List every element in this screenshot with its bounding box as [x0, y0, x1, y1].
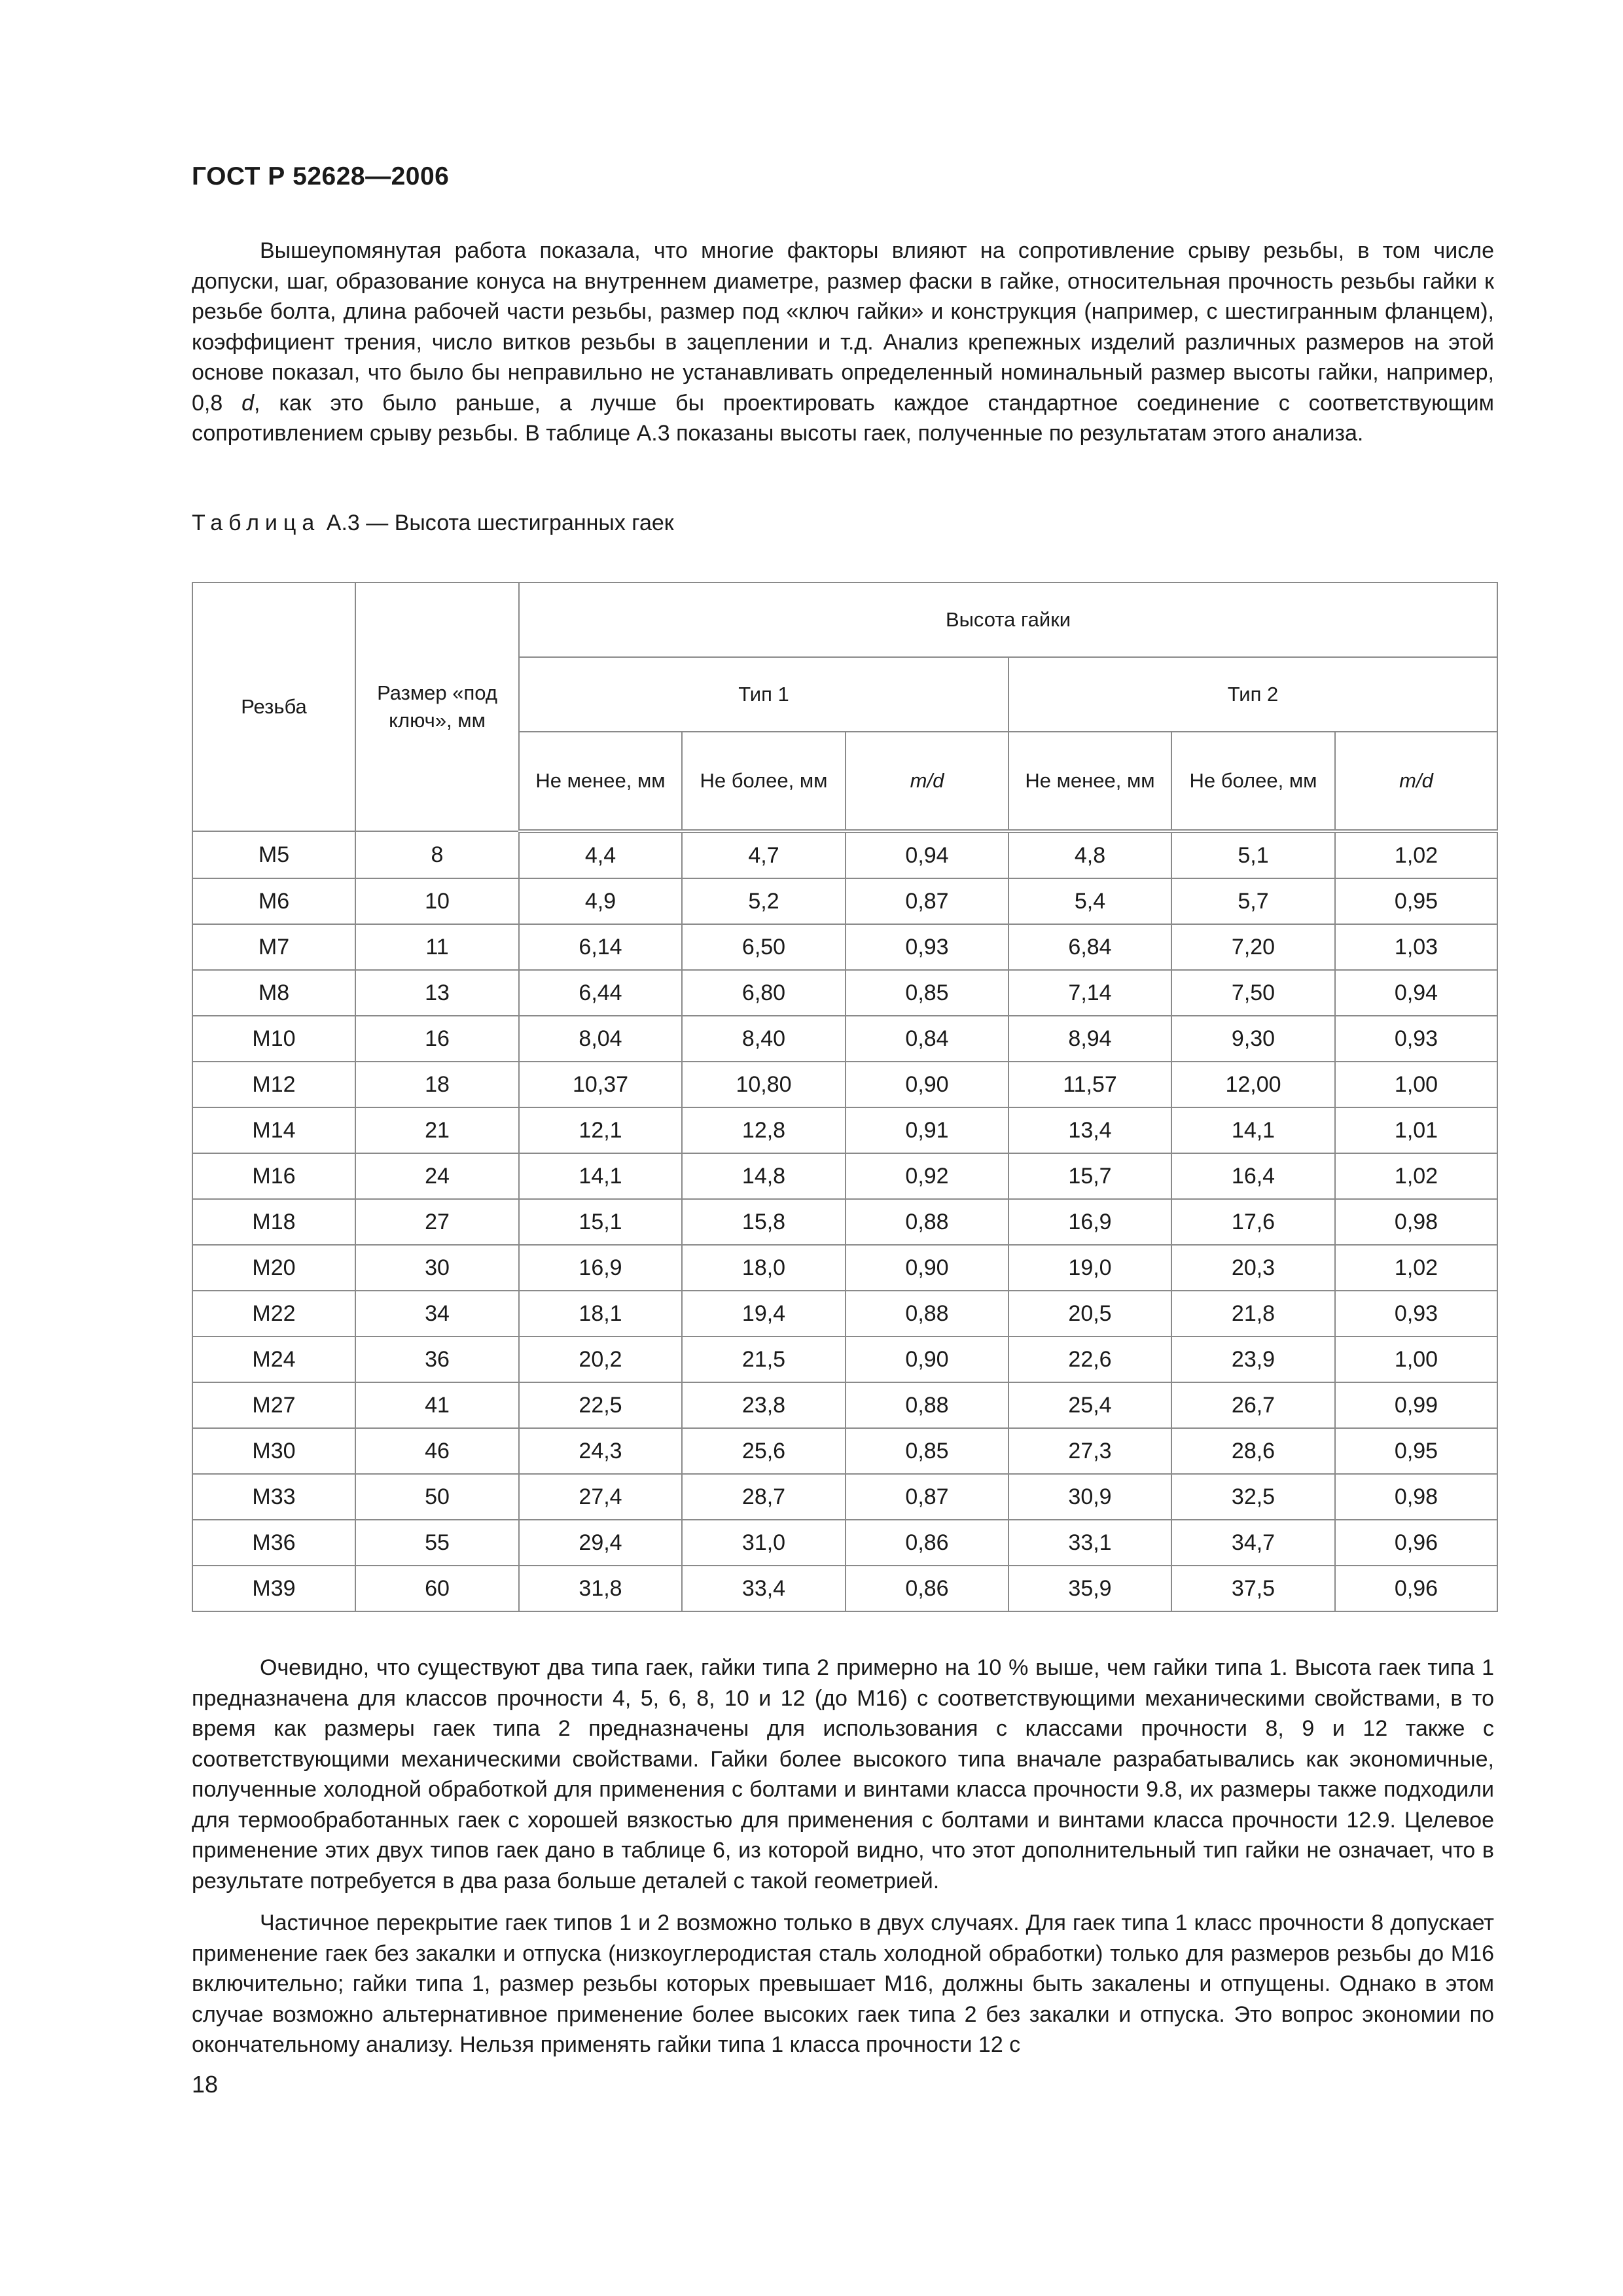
table-row	[192, 831, 1497, 878]
table-cell: М8	[192, 970, 355, 1016]
table-cell: 7,50	[1171, 970, 1335, 1016]
nut-height-table	[192, 582, 1498, 1612]
paragraph-overlap: Частичное перекрытие гаек типов 1 и 2 возможно только в двух случаях. Для гаек типа 1 класс прочности 8 допускает применение гаек без закалки и отпуска (низкоуглеродистая сталь холодной обработки) только для размеров резьбы до М16 включительно; гайки типа 1, размер резьбы которых превышает М16, должны быть закалены и отпущены. Однако в этом случае возможно альтернативное применение более высоких гаек типа 2 без закалки и отпуска. Это вопрос экономии по окончательному анализу. Нельзя применять гайки типа 1 класса прочности 12 с	[192, 1910, 1494, 2057]
table-cell: 0,87	[846, 878, 1008, 924]
table-cell: 11	[355, 924, 519, 970]
table-cell: 27,4	[519, 1474, 682, 1520]
page-number: 18	[192, 2071, 219, 2098]
table-cell: 35,9	[1008, 1566, 1171, 1611]
table-cell: 4,7	[682, 831, 846, 878]
table-cell: 1,00	[1335, 1336, 1497, 1382]
header-type1-min: Не менее, мм	[519, 732, 682, 831]
header-nut-height: Высота гайки	[519, 583, 1497, 657]
table-cell: 41	[355, 1382, 519, 1428]
table-cell: 25,6	[682, 1428, 846, 1474]
table-cell: 0,91	[846, 1107, 1008, 1153]
table-cell: 31,8	[519, 1566, 682, 1611]
table-cell: 34	[355, 1291, 519, 1336]
table-cell: 28,6	[1171, 1428, 1335, 1474]
paragraph-intro: Вышеупомянутая работа показала, что многие факторы влияют на сопротивление срыву резьбы, в том числе допуски, шаг, образование конуса на внутреннем диаметре, размер фаски в гайке, относительная прочность резьбы гайки к резьбе болта, длина рабочей части резьбы, размер под «ключ гайки» и конструкция (например, с шестигранным фланцем), коэффициент трения, число витков резьбы в зацеплении и т.д. Анализ крепежных изделий различных размеров на этой основе показал, что было бы неправильно не устанавливать определенный номинальный размер высоты гайки, например, 0,8 d, как это было раньше, а лучше бы проектировать каждое стандартное соединение с соответствующим сопротивлением срыву резьбы. В таблице А.3 показаны высоты гаек, полученные по результатам этого анализа.	[192, 238, 1494, 446]
table-row	[192, 1566, 1497, 1611]
table-cell: 1,02	[1335, 831, 1497, 878]
table-cell: 0,90	[846, 1336, 1008, 1382]
table-cell: 0,88	[846, 1291, 1008, 1336]
table-cell: 14,1	[519, 1153, 682, 1199]
table-row	[192, 1153, 1497, 1199]
table-cell: 0,94	[1335, 970, 1497, 1016]
table-cell: 20,3	[1171, 1245, 1335, 1291]
table-cell: 1,03	[1335, 924, 1497, 970]
table-cell: 1,01	[1335, 1107, 1497, 1153]
table-cell: 17,6	[1171, 1199, 1335, 1245]
header-type2-min: Не менее, мм	[1008, 732, 1171, 831]
table-cell: 7,20	[1171, 924, 1335, 970]
table-cell: 20,5	[1008, 1291, 1171, 1336]
table-cell: 5,2	[682, 878, 846, 924]
table-cell: М24	[192, 1336, 355, 1382]
table-row	[192, 1199, 1497, 1245]
table-cell: 0,88	[846, 1382, 1008, 1428]
table-cell: 7,14	[1008, 970, 1171, 1016]
table-cell: 8,40	[682, 1016, 846, 1062]
table-cell: М27	[192, 1382, 355, 1428]
table-row	[192, 1336, 1497, 1382]
table-cell: 32,5	[1171, 1474, 1335, 1520]
table-cell: 4,9	[519, 878, 682, 924]
table-cell: 15,7	[1008, 1153, 1171, 1199]
table-cell: 0,96	[1335, 1520, 1497, 1566]
table-cell: 15,1	[519, 1199, 682, 1245]
table-cell: 0,86	[846, 1520, 1008, 1566]
table-cell: М36	[192, 1520, 355, 1566]
header-type2: Тип 2	[1008, 657, 1497, 732]
header-type1-md: m/d	[846, 732, 1008, 831]
table-cell: 1,02	[1335, 1153, 1497, 1199]
table-cell: 18,0	[682, 1245, 846, 1291]
table-cell: 15,8	[682, 1199, 846, 1245]
table-cell: 18,1	[519, 1291, 682, 1336]
table-cell: М20	[192, 1245, 355, 1291]
table-cell: 55	[355, 1520, 519, 1566]
header-type1: Тип 1	[519, 657, 1008, 732]
table-cell: 0,86	[846, 1566, 1008, 1611]
table-cell: 0,85	[846, 970, 1008, 1016]
table-cell: 22,6	[1008, 1336, 1171, 1382]
table-cell: М5	[192, 831, 355, 878]
table-row	[192, 924, 1497, 970]
table-cell: М33	[192, 1474, 355, 1520]
table-row	[192, 970, 1497, 1016]
standard-header: ГОСТ Р 52628—2006	[192, 162, 450, 190]
table-row	[192, 1428, 1497, 1474]
table-cell: 21,8	[1171, 1291, 1335, 1336]
table-cell: М30	[192, 1428, 355, 1474]
table-row	[192, 878, 1497, 924]
table-cell: 0,85	[846, 1428, 1008, 1474]
header-type2-md: m/d	[1335, 732, 1497, 831]
table-caption	[192, 511, 674, 536]
table-cell: 24	[355, 1153, 519, 1199]
table-cell: 0,98	[1335, 1474, 1497, 1520]
header-type1-max: Не более, мм	[682, 732, 846, 831]
header-key-size: Размер «под ключ», мм	[355, 583, 519, 831]
table-cell: М12	[192, 1062, 355, 1107]
table-cell: 10,80	[682, 1062, 846, 1107]
table-row	[192, 1245, 1497, 1291]
table-row	[192, 1520, 1497, 1566]
table-row	[192, 1291, 1497, 1336]
table-cell: 0,96	[1335, 1566, 1497, 1611]
table-cell: 0,99	[1335, 1382, 1497, 1428]
table-cell: 24,3	[519, 1428, 682, 1474]
table-cell: 13,4	[1008, 1107, 1171, 1153]
table-cell: 34,7	[1171, 1520, 1335, 1566]
table-cell: 6,44	[519, 970, 682, 1016]
table-cell: 5,7	[1171, 878, 1335, 924]
table-cell: 8,04	[519, 1016, 682, 1062]
table-cell: 23,8	[682, 1382, 846, 1428]
table-cell: 8,94	[1008, 1016, 1171, 1062]
table-cell: 5,4	[1008, 878, 1171, 924]
table-cell: 13	[355, 970, 519, 1016]
table-cell: 30	[355, 1245, 519, 1291]
header-type2-max: Не более, мм	[1171, 732, 1335, 831]
table-cell: 4,8	[1008, 831, 1171, 878]
table-cell: 8	[355, 831, 519, 878]
table-cell: М10	[192, 1016, 355, 1062]
table-cell: 0,84	[846, 1016, 1008, 1062]
table-cell: М7	[192, 924, 355, 970]
table-cell: М6	[192, 878, 355, 924]
table-cell: 0,92	[846, 1153, 1008, 1199]
table-cell: 26,7	[1171, 1382, 1335, 1428]
table-cell: 21,5	[682, 1336, 846, 1382]
table-cell: 0,98	[1335, 1199, 1497, 1245]
table-cell: 0,88	[846, 1199, 1008, 1245]
table-cell: 16	[355, 1016, 519, 1062]
table-cell: 25,4	[1008, 1382, 1171, 1428]
table-cell: 16,9	[519, 1245, 682, 1291]
table-row	[192, 1107, 1497, 1153]
table-cell: 10,37	[519, 1062, 682, 1107]
table-cell: 50	[355, 1474, 519, 1520]
table-cell: 46	[355, 1428, 519, 1474]
table-cell: 21	[355, 1107, 519, 1153]
table-cell: 6,80	[682, 970, 846, 1016]
table-cell: 0,93	[1335, 1016, 1497, 1062]
table-cell: 37,5	[1171, 1566, 1335, 1611]
table-cell: 28,7	[682, 1474, 846, 1520]
table-cell: 23,9	[1171, 1336, 1335, 1382]
table-cell: 12,8	[682, 1107, 846, 1153]
table-row	[192, 1382, 1497, 1428]
table-cell: 1,02	[1335, 1245, 1497, 1291]
table-cell: 20,2	[519, 1336, 682, 1382]
table-cell: 4,4	[519, 831, 682, 878]
table-cell: М14	[192, 1107, 355, 1153]
table-cell: 5,1	[1171, 831, 1335, 878]
table-cell: 30,9	[1008, 1474, 1171, 1520]
table-cell: 16,9	[1008, 1199, 1171, 1245]
table-cell: 0,95	[1335, 878, 1497, 924]
table-cell: 31,0	[682, 1520, 846, 1566]
table-cell: 33,4	[682, 1566, 846, 1611]
table-cell: М22	[192, 1291, 355, 1336]
table-cell: М18	[192, 1199, 355, 1245]
table-cell: 18	[355, 1062, 519, 1107]
table-cell: М16	[192, 1153, 355, 1199]
table-cell: 19,0	[1008, 1245, 1171, 1291]
table-cell: 33,1	[1008, 1520, 1171, 1566]
table-cell: 36	[355, 1336, 519, 1382]
table-cell: 11,57	[1008, 1062, 1171, 1107]
table-cell: 0,93	[846, 924, 1008, 970]
table-cell: 12,1	[519, 1107, 682, 1153]
table-row	[192, 1062, 1497, 1107]
table-cell: 0,95	[1335, 1428, 1497, 1474]
table-cell: М39	[192, 1566, 355, 1611]
table-cell: 60	[355, 1566, 519, 1611]
table-cell: 0,94	[846, 831, 1008, 878]
table-cell: 0,90	[846, 1245, 1008, 1291]
paragraph-nut-types: Очевидно, что существуют два типа гаек, гайки типа 2 примерно на 10 % выше, чем гайки типа 1. Высота гаек типа 1 предназначена для классов прочности 4, 5, 6, 8, 10 и 12 (до М16) с соответствующими механическими свойствами, в то время как размеры гаек типа 2 предназначены для использования с классами прочности 8, 9 и 12 также с соответствующими механическими свойствами. Гайки более высокого типа вначале разрабатывались как экономичные, полученные холодной обработкой для применения с болтами и винтами класса прочности 9.8, их размеры также подходили для термообработанных гаек с хорошей вязкостью для применения с болтами и винтами класса прочности 12.9. Целевое применение этих двух типов гаек дано в таблице 6, из которой видно, что этот дополнительный тип гайки не означает, что в результате потребуется в два раза больше деталей с такой геометрией.	[192, 1655, 1494, 1893]
table-cell: 14,1	[1171, 1107, 1335, 1153]
table-cell: 6,50	[682, 924, 846, 970]
table-cell: 16,4	[1171, 1153, 1335, 1199]
table-cell: 0,87	[846, 1474, 1008, 1520]
table-cell: 0,93	[1335, 1291, 1497, 1336]
table-cell: 6,14	[519, 924, 682, 970]
table-cell: 29,4	[519, 1520, 682, 1566]
table-caption-label: Таблица	[192, 511, 321, 535]
table-cell: 1,00	[1335, 1062, 1497, 1107]
table-cell: 0,90	[846, 1062, 1008, 1107]
table-row	[192, 1474, 1497, 1520]
table-cell: 27	[355, 1199, 519, 1245]
table-cell: 9,30	[1171, 1016, 1335, 1062]
table-cell: 6,84	[1008, 924, 1171, 970]
table-cell: 12,00	[1171, 1062, 1335, 1107]
table-cell: 14,8	[682, 1153, 846, 1199]
table-cell: 19,4	[682, 1291, 846, 1336]
table-cell: 22,5	[519, 1382, 682, 1428]
header-thread: Резьба	[192, 583, 355, 831]
table-cell: 10	[355, 878, 519, 924]
table-row	[192, 1016, 1497, 1062]
table-caption-title: А.3 — Высота шестигранных гаек	[326, 511, 674, 535]
table-cell: 27,3	[1008, 1428, 1171, 1474]
table-body	[192, 831, 1497, 1611]
